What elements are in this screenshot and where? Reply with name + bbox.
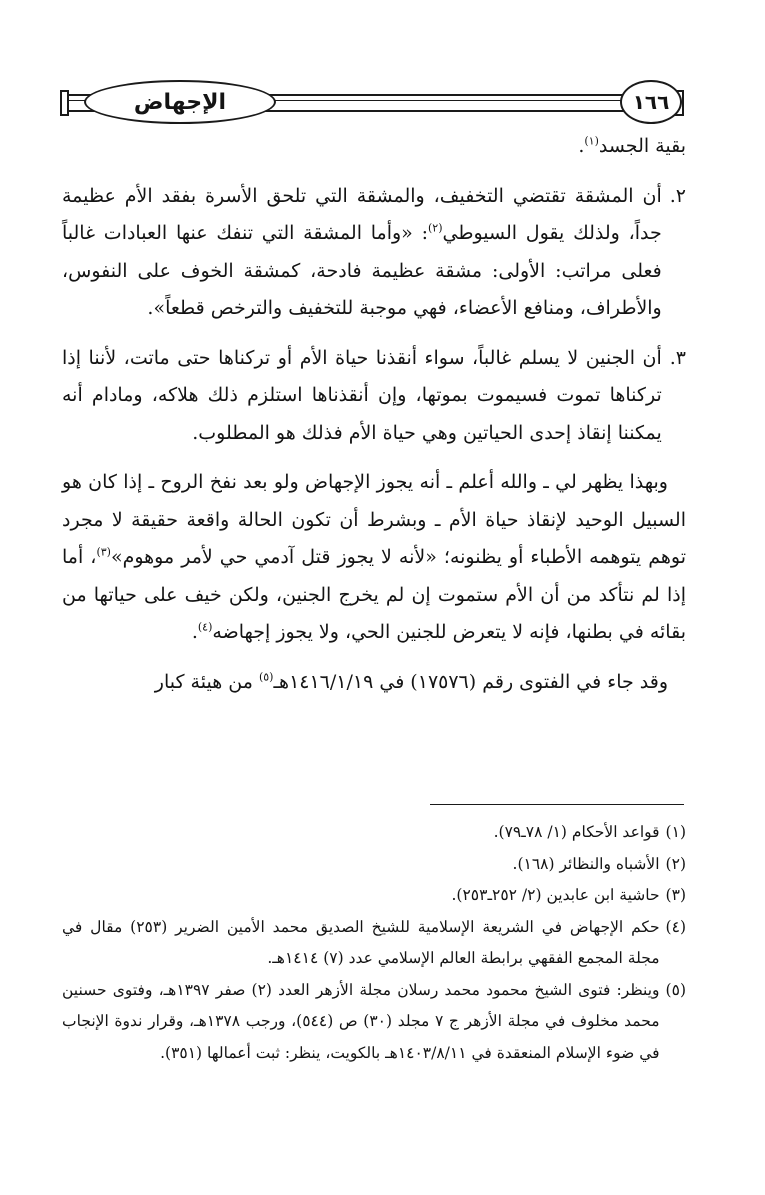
list-item-2: [62, 178, 686, 340]
list-item-text: أن المشقة تقتضي التخفيف، والمشقة التي تلحق الأسرة بفقد الأم عظيمة جداً، ولذلك يقول السيوطي$^{(٢)}$: «وأما المشقة التي تنفك عنها العبادات غالباً فعلى مراتب: الأولى: مشقة عظيمة فادحة، كمشقة الخوف على النفوس، والأطراف، ومنافع الأعضاء، فهي موجبة للتخفيف والترخص قطعاً».: [62, 184, 662, 319]
footnote-item: [62, 880, 686, 912]
footnote-item: [62, 817, 686, 849]
paragraph-fatwa: وقد جاء في الفتوى رقم (١٧٥٧٦) في ١٤١٦/١/١٩هـ$^{(٥)}$ من هيئة كبار: [154, 670, 668, 693]
running-header: [62, 80, 682, 122]
footnote-item: [62, 912, 686, 975]
list-number: ٢.: [669, 184, 686, 207]
footnote-text: وينظر: فتوى الشيخ محمود محمد رسلان مجلة الأزهر العدد (٢) صفر ١٣٩٧هـ، وفتوى حسنين محمد مخلوف في مجلة الأزهر ج ٧ مجلد (٣٠) ص (٥٤٤)، ورجب ١٣٧٨هـ، وقرار ندوة الإنجاب في ضوء الإسلام المنعقدة في ١٤٠٣/٨/١١هـ بالكويت، ينظر: ثبت أعمالها (٣٥١).: [62, 980, 660, 1062]
footnote-separator: [430, 804, 684, 805]
paragraph-ruling: وبهذا يظهر لي ـ والله أعلم ـ أنه يجوز الإجهاض ولو بعد نفخ الروح ـ إذا كان هو السبيل الوحيد لإنقاذ حياة الأم ـ وبشرط أن تكون الحالة واقعة حقيقة لا مجرد توهم يتوهمه الأطباء أو يظنونه؛ «لأنه لا يجوز قتل آدمي حي لأمر موهوم»$^{(٣)}$، أما إذا لم نتأكد من أن الأم ستموت إن لم يخرج الجنين، ولكن خيف على حياتها من بقائه في بطنها، فإنه لا يتعرض للجنين الحي، ولا يجوز إجهاضه$^{(٤)}$.: [62, 471, 687, 643]
header-rule-cap-left: [60, 90, 69, 116]
footnote-number: (٢): [665, 854, 686, 873]
footnote-text: قواعد الأحكام (١/ ٧٨ـ٧٩).: [493, 823, 660, 841]
footnote-number: (١): [665, 823, 686, 841]
footnote-ref-5[interactable]: (٥): [258, 670, 274, 684]
footnote-item: [62, 849, 686, 881]
main-text: [62, 128, 686, 713]
footnote-number: (٤): [665, 917, 686, 936]
footnote-ref-2[interactable]: (٢): [427, 221, 443, 235]
footnote-ref-1[interactable]: (١): [584, 134, 599, 148]
footnote-text: الأشباه والنظائر (١٦٨).: [512, 854, 660, 873]
footnote-ref-3[interactable]: (٣): [96, 545, 111, 559]
paragraph-continuation: بقية الجسد$^{(١)}$.: [578, 134, 686, 157]
list-item-text: أن الجنين لا يسلم غالباً، سواء أنقذنا حياة الأم أو تركناها حتى ماتت، لأننا إذا تركناها تموت فسيموت بموتها، وإن أنقذناها استلزم ذلك هلاكه، ومادام أنه يمكننا إنقاذ إحدى الحياتين وهي حياة الأم فذلك هو المطلوب.: [62, 346, 662, 444]
footnote-text: حاشية ابن عابدين (٢/ ٢٥٢ـ٢٥٣).: [451, 886, 660, 904]
list-number: ٣.: [669, 346, 686, 369]
footnote-item: [62, 975, 686, 1070]
footnote-ref-4[interactable]: (٤): [197, 620, 213, 634]
footnote-number: (٥): [665, 980, 686, 999]
list-item-3: [62, 340, 686, 465]
chapter-title: الإجهاض: [84, 80, 276, 124]
page-number: ١٦٦: [620, 80, 682, 124]
footnote-text: حكم الإجهاض في الشريعة الإسلامية للشيخ الصديق محمد الأمين الضرير (٢٥٣) مقال في مجلة المجمع الفقهي برابطة العالم الإسلامي عدد (٧) ١٤١٤هـ.: [62, 917, 660, 967]
footnotes: [62, 817, 686, 1069]
footnote-number: (٣): [665, 886, 686, 904]
